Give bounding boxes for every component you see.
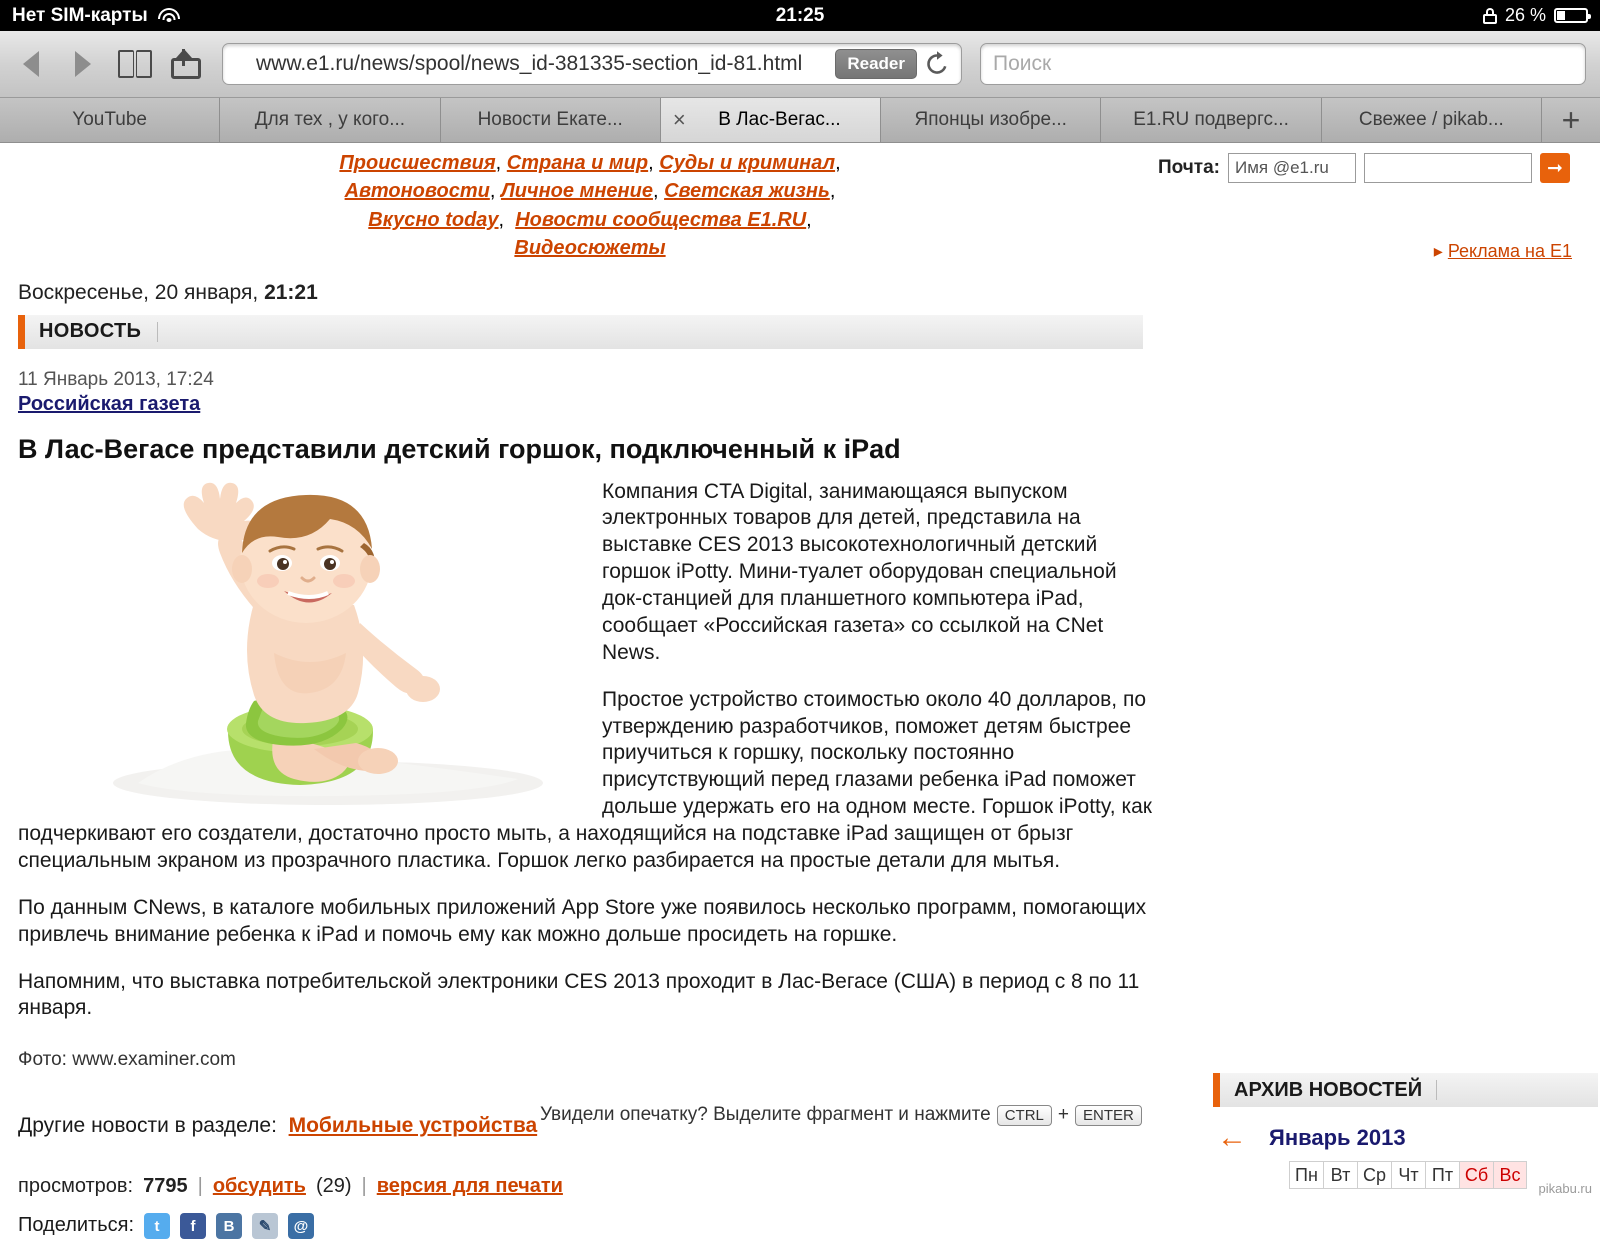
bookmarks-button[interactable] bbox=[118, 47, 152, 81]
tab-2[interactable] bbox=[441, 98, 661, 142]
forward-arrow-icon bbox=[75, 51, 91, 77]
ios-status-bar bbox=[0, 0, 1600, 31]
enter-key-badge: ENTER bbox=[1075, 1105, 1142, 1126]
tab-label: Японцы изобре... bbox=[914, 109, 1067, 130]
mail-widget bbox=[1158, 153, 1570, 183]
mail-password-input[interactable] bbox=[1364, 153, 1532, 183]
weekday-fri: Пт bbox=[1425, 1161, 1459, 1189]
wifi-icon bbox=[158, 8, 180, 24]
share-icon bbox=[171, 49, 203, 79]
new-tab-button[interactable]: + bbox=[1542, 98, 1600, 142]
livejournal-icon[interactable]: ✎ bbox=[252, 1213, 278, 1239]
book-icon bbox=[118, 50, 152, 78]
tab-5[interactable] bbox=[1101, 98, 1321, 142]
current-date: Воскресенье, 20 января, bbox=[18, 280, 259, 304]
tab-label: Свежее / pikab... bbox=[1358, 109, 1504, 130]
divider bbox=[1436, 1080, 1437, 1100]
tab-bar bbox=[0, 98, 1600, 143]
discuss-count: (29) bbox=[315, 1174, 352, 1197]
article-stats bbox=[18, 1174, 1158, 1200]
advertising-link-label[interactable]: Реклама на E1 bbox=[1447, 241, 1572, 261]
section-header-label: НОВОСТЬ bbox=[39, 320, 142, 343]
reader-button[interactable]: Reader bbox=[835, 49, 917, 79]
discuss-link[interactable]: обсудить bbox=[212, 1174, 306, 1197]
share-button[interactable] bbox=[170, 47, 204, 81]
nav-link-videosyuzhety[interactable]: Видеосюжеты bbox=[514, 237, 666, 260]
carrier-label: Нет SIM-карты bbox=[12, 4, 148, 26]
rotation-lock-icon bbox=[1483, 8, 1497, 24]
site-nav-row-3: Вкусно today, Новости сообщества E1.RU, bbox=[368, 208, 812, 231]
archive-column bbox=[1195, 1073, 1600, 1189]
calendar-month-label: Январь 2013 bbox=[1269, 1125, 1406, 1150]
advertising-link[interactable] bbox=[1434, 241, 1572, 262]
nav-link-avtonovosti[interactable]: Автоновости bbox=[344, 180, 490, 203]
article-paragraph-3: По данным CNews, в каталоге мобильных приложений App Store уже появилось несколько программ, помогающих привлечь внимание ребенка к iPad и помочь ему как можно дольше просидеть на горшке. bbox=[18, 895, 1147, 946]
views-count: 7795 bbox=[143, 1174, 188, 1197]
article-date: 11 Январь 2013, 17:24 bbox=[18, 368, 214, 390]
search-placeholder: Поиск bbox=[993, 52, 1052, 75]
other-news-label: Другие новости в разделе: bbox=[18, 1113, 277, 1137]
divider: | bbox=[361, 1174, 367, 1197]
typo-hint-text: Увидели опечатку? Выделите фрагмент и нажмите bbox=[540, 1104, 991, 1125]
browser-toolbar bbox=[0, 31, 1600, 98]
tab-label: Новости Екате... bbox=[477, 109, 623, 130]
section-header-news bbox=[18, 315, 1143, 349]
arrow-right-icon[interactable]: ➞ bbox=[1540, 153, 1570, 183]
archive-header bbox=[1213, 1073, 1598, 1107]
nav-link-sudy-i-kriminal[interactable]: Суды и криминал bbox=[659, 152, 836, 174]
mail-label: Почта: bbox=[1157, 157, 1220, 178]
back-button[interactable] bbox=[14, 47, 48, 81]
divider bbox=[157, 322, 158, 342]
status-bar-clock: 21:25 bbox=[775, 4, 825, 26]
tab-3-active[interactable] bbox=[661, 98, 881, 142]
weekday-sat: Сб bbox=[1459, 1161, 1493, 1189]
close-icon[interactable]: × bbox=[672, 107, 686, 132]
tab-label: В Лас-Вегаc... bbox=[718, 109, 841, 130]
tab-label: E1.RU подвергс... bbox=[1133, 109, 1289, 130]
email-icon[interactable]: @ bbox=[288, 1213, 314, 1239]
mail-login-value: Имя @e1.ru bbox=[1235, 158, 1329, 177]
article-paragraph-4: Напомним, что выставка потребительской электроники CES 2013 проходит в Лас-Вегасе (США) в период с 8 по 11 января. bbox=[18, 969, 1140, 1020]
ctrl-key-badge: CTRL bbox=[997, 1105, 1052, 1126]
weekday-tue: Вт bbox=[1323, 1161, 1357, 1189]
site-nav-row-4 bbox=[0, 234, 1180, 262]
weekday-sun: Вс bbox=[1493, 1161, 1527, 1189]
weekday-mon: Пн bbox=[1289, 1161, 1323, 1189]
tab-label: Для тех , у кого... bbox=[254, 109, 406, 130]
current-datetime bbox=[0, 263, 1600, 313]
twitter-icon[interactable]: t bbox=[144, 1213, 170, 1239]
weekday-wed: Ср bbox=[1357, 1161, 1391, 1189]
tab-1[interactable] bbox=[220, 98, 440, 142]
share-row bbox=[18, 1213, 1158, 1239]
article-source-link[interactable]: Российская газета bbox=[18, 392, 201, 415]
site-nav bbox=[0, 143, 1180, 263]
article-image bbox=[78, 483, 580, 808]
tab-label: YouTube bbox=[72, 109, 147, 130]
site-nav-row-2: Автоновости, Личное мнение, Светская жизнь, bbox=[344, 180, 836, 203]
nav-link-strana-i-mir[interactable]: Страна и мир bbox=[506, 152, 649, 174]
views-label: просмотров: bbox=[18, 1174, 134, 1197]
battery-icon bbox=[1554, 8, 1588, 23]
other-news-link[interactable]: Мобильные устройства bbox=[288, 1113, 538, 1137]
battery-percent-label: 26 % bbox=[1504, 5, 1546, 25]
typo-hint bbox=[540, 1104, 1142, 1126]
article-paragraph-2: Простое устройство стоимостью около 40 долларов, по утверждению разработчиков, поможет детям быстрее приучиться к горшку, поскольку постоянно присутствующий перед глазами ребенка iPad поможет дольше удержать его на одном месте. Горшок iPotty, как подчеркивают его создатели, достаточно просто мыть, а находящийся на подставке iPad защищен от брызг специальным экраном из прозрачного пластика. Горшок легко разбирается на простые детали для мытья. bbox=[18, 687, 1152, 872]
calendar-header bbox=[1217, 1123, 1600, 1153]
back-arrow-icon bbox=[23, 51, 39, 77]
nav-link-proisshestviya[interactable]: Происшествия bbox=[339, 152, 496, 174]
arrow-left-icon[interactable]: ← bbox=[1217, 1121, 1247, 1154]
share-label: Поделиться: bbox=[18, 1214, 134, 1237]
mail-login-input[interactable] bbox=[1228, 153, 1356, 183]
article-source bbox=[0, 391, 1600, 416]
status-bar-left bbox=[12, 5, 180, 27]
tab-6[interactable] bbox=[1322, 98, 1542, 142]
watermark: pikabu.ru bbox=[1538, 1181, 1592, 1196]
chevron-right-icon: ▸ bbox=[1433, 241, 1443, 261]
address-bar-url: www.e1.ru/news/spool/news_id-381335-section_id-81.html bbox=[256, 52, 803, 75]
reload-icon[interactable] bbox=[923, 50, 951, 78]
nav-link-svetskaya-zhizn[interactable]: Светская жизнь bbox=[664, 180, 830, 203]
status-bar-right bbox=[1483, 5, 1588, 26]
forward-button[interactable] bbox=[66, 47, 100, 81]
address-bar[interactable] bbox=[222, 43, 962, 85]
current-time: 21:21 bbox=[264, 280, 318, 304]
divider: | bbox=[197, 1174, 203, 1197]
vk-icon[interactable]: B bbox=[216, 1213, 242, 1239]
nav-link-novosti-soobshchestva[interactable]: Новости сообщества E1.RU bbox=[515, 208, 807, 231]
facebook-icon[interactable]: f bbox=[180, 1213, 206, 1239]
search-input[interactable] bbox=[980, 43, 1586, 85]
print-version-link[interactable]: версия для печати bbox=[376, 1174, 563, 1197]
nav-link-vkusno-today[interactable]: Вкусно today bbox=[368, 208, 499, 231]
tab-4[interactable] bbox=[881, 98, 1101, 142]
site-nav-row-1: Происшествия, Страна и мир, Суды и криминал, bbox=[339, 152, 841, 174]
page-title: В Лас-Вегасе представили детский горшок, подключенный к iPad bbox=[18, 433, 901, 464]
archive-header-label: АРХИВ НОВОСТЕЙ bbox=[1234, 1078, 1423, 1101]
tab-0[interactable] bbox=[0, 98, 220, 142]
plus-sign: + bbox=[1057, 1104, 1069, 1125]
weekday-thu: Чт bbox=[1391, 1161, 1425, 1189]
nav-link-lichnoe-mnenie[interactable]: Личное мнение bbox=[500, 180, 653, 203]
article-paragraph-1: Компания CTA Digital, занимающаяся выпуском электронных товаров для детей, представила на выставке CES 2013 высокотехнологичный детский горшок iPotty. Мини-туалет оборудован специальной док-станцией для планшетного компьютера iPad, сообщает «Российская газета» со ссылкой на CNet News. bbox=[602, 479, 1117, 664]
webpage-viewport bbox=[0, 143, 1600, 1237]
photo-credit: Фото: www.examiner.com bbox=[18, 1049, 236, 1071]
